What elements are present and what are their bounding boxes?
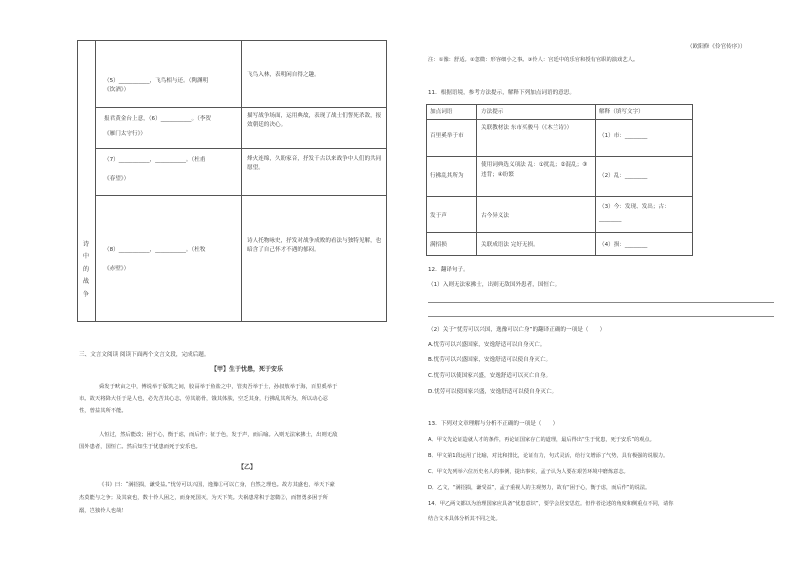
table-vline: [241, 41, 242, 321]
question-14: 14．甲乙两文都以为治理国家应具备“忧患意识”，要学会居安思危。但作者论述的角度和侧重点不同，请你: [428, 501, 674, 507]
table-row-word: 满招损: [430, 242, 447, 248]
table-hline: [427, 232, 692, 233]
row3-line1: （7）___________，___________。（杜甫: [104, 157, 206, 163]
table-cell: [104, 77, 238, 95]
row3-line2: 《春望》）: [104, 176, 130, 182]
table-header: 方法提示: [481, 109, 504, 115]
vertical-char: 的: [82, 265, 90, 273]
question-11: 11．根据语境，参考方法提示，解释下列加点词语的意思。: [428, 90, 575, 96]
option-d[interactable]: D．乙文，“满招损，谦受益”，孟子重视人的主观努力，故有“困于心，衡于虑，而后作”的说法。: [428, 485, 651, 491]
table-cell: [104, 246, 238, 274]
vertical-char: 战: [82, 278, 90, 286]
option-a[interactable]: A．甲文先论证造就人才的条件，再论证国家存亡的道理，最后得出“生于忧患，死于安乐”的观点。: [428, 437, 655, 443]
table-hline: [427, 196, 692, 197]
table-hline: [95, 148, 386, 149]
row4-line1: （8）___________，___________。（杜牧: [104, 247, 206, 253]
option-b[interactable]: B．甲文第1段运用了比喻，对比和排比，论证有力，句式灵活，给行文增添了气势，具有极强的说服力。: [428, 453, 669, 459]
poetry-table: [77, 40, 387, 322]
question-13: 13．下列对文章理解与分析不正确的一项是（ ）: [428, 421, 559, 427]
question-12: 12．翻译句子。: [428, 267, 469, 273]
row2-line2: 《雁门太守行》）: [104, 131, 146, 137]
section3-heading: 三、文言文阅读 阅读下面两个文言文段，完成后题。: [79, 352, 210, 358]
row2-note: 描写战争场面，运用典故，表现了战士们誓死杀敌，报效朝廷的决心。: [247, 113, 382, 128]
option-a[interactable]: A.忧劳可以兴盛国家，安逸舒适可以自身灭亡。: [428, 342, 546, 348]
row1-note: 飞鸟入林，表明闲自得之趣。: [247, 72, 320, 78]
jia-line: 舜发于畎亩之中，傅说举于版筑之间，胶鬲举于鱼盐之中，管夷吾举于士，孙叔敖举于海，百里奚举于: [99, 384, 338, 390]
vocab-table: [426, 104, 693, 256]
jia-line: 市。故天将降大任于是人也，必先苦其心志，劳其筋骨，饿其体肤，空乏其身，行拂乱其所为，所以动心忍: [79, 396, 328, 402]
table-hline: [95, 107, 386, 108]
yi-line: 杰莫能与之争；及其衰也，数十伶人困之，而身死国灭，为天下笑。夫祸患常积于忽微②，而智勇多困于所: [79, 495, 328, 501]
table-row-answer: （3）今：发现、发出；古：________: [599, 204, 670, 222]
row1-source: 《饮酒》）: [104, 87, 130, 93]
row3-note: 烽火连绵，久盼家音，抒发千古以来战争中人们的共同愿望。: [247, 156, 382, 171]
row4-note: 诗人托物咏史，抒发对战争成败的看法与独特见解，也暗含了自己怀才不遇的郁闷。: [247, 238, 382, 253]
vertical-char: 诗: [82, 241, 90, 248]
table-row-method: 关联成语法 完好无损。: [481, 242, 539, 248]
table-hline: [95, 195, 386, 196]
question-12-1: （1）入则无法家拂士，出则无敌国外患者，国恒亡。: [428, 282, 561, 288]
table-hline: [427, 119, 692, 120]
table-header: 加点词语: [430, 109, 453, 115]
table-row-method: 使用词典选义项法 乱：①扰乱；②混乱；③违背；④纷繁: [481, 162, 588, 178]
jia-line: 性，曾益其所不能。: [79, 408, 127, 414]
yi-line: 溺，岂独伶人也哉！: [79, 508, 127, 514]
table-hline: [427, 156, 692, 157]
option-c[interactable]: C.忧劳可以使国家兴盛，安逸舒适可以灭亡自身。: [428, 373, 552, 379]
table-cell: [104, 115, 238, 139]
table-row-word: 行拂乱其所为: [430, 173, 464, 179]
option-b[interactable]: B.忧劳可以兴盛国家，安逸舒适可以使自身灭亡。: [428, 357, 552, 363]
jia-line: 国外患者，国恒亡。然后知生于忧患而死于安乐也。: [79, 444, 201, 450]
source-citation: （欧阳修《伶官传序》）: [687, 44, 746, 50]
yi-line: 《书》曰：“满招损，谦受益。”忧劳可以兴国，逸豫①可以亡身，自然之理也。故方其盛也，举天下豪: [99, 482, 335, 488]
row2-line1: 报君黄金台上意，（6）___________。（李贺: [104, 116, 212, 122]
answer-line[interactable]: [428, 316, 774, 317]
vertical-label: [82, 239, 90, 301]
table-row-method: 古今异义法: [481, 213, 509, 219]
table-row-answer: （2）乱：________: [599, 173, 648, 179]
option-c[interactable]: C．甲文先列举六位历史名人的事例，提出事实，孟子认为人要在艰苦环境中磨炼意志。: [428, 469, 629, 475]
jia-title: 【甲】生于忧患，死于安乐: [210, 366, 283, 373]
question-12-2: （2）关于“忧劳可以兴国，逸豫可以亡身”的翻译正确的一项是（ ）: [428, 327, 606, 333]
vertical-char: 争: [82, 290, 90, 298]
table-row-answer: （1）市：________: [599, 133, 648, 139]
jia-line: 人恒过，然后能改；困于心，衡于虑，而后作；征于色，发于声，而后喻。入则无法家拂士，出则无敌: [99, 432, 338, 438]
table-header: 解释（填写文字）: [599, 109, 644, 115]
option-d[interactable]: D.忧劳可以使国家兴盛，安逸舒适可以使自身灭亡。: [428, 389, 558, 395]
row1-blank: （5）___________，飞鸟相与还。（陶渊明: [104, 78, 209, 84]
vertical-char: 中: [82, 253, 90, 261]
answer-line[interactable]: [428, 302, 774, 303]
footnote: 注：①豫：舒适。②忽微：形容细小之事。③伶人：宫廷中的乐官和授有官职的演戏艺人。: [428, 57, 639, 63]
table-vline: [95, 41, 96, 321]
table-row-word: 发于声: [430, 213, 447, 219]
yi-title: 【乙】: [237, 464, 256, 471]
table-row-method: 关联教材法 东市买骏马（《木兰诗》）: [481, 125, 573, 131]
row4-line2: 《赤壁》）: [104, 266, 130, 272]
table-cell: [104, 156, 238, 184]
table-row-answer: （4）损：________: [599, 242, 648, 248]
table-row-word: 百里奚举于市: [430, 133, 464, 139]
question-14-line2: 结合文本具体分析其不同之处。: [428, 516, 501, 522]
